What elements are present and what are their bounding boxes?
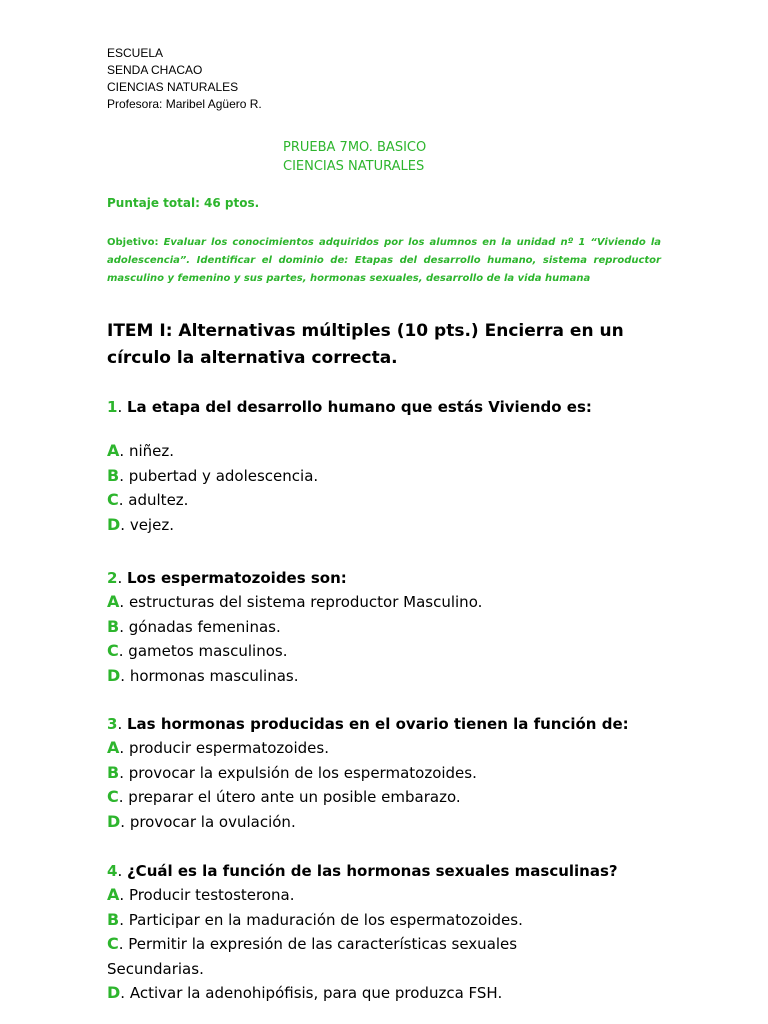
option-letter: B xyxy=(107,762,120,782)
school-name: SENDA CHACAO xyxy=(107,63,203,77)
option-letter: D xyxy=(107,811,121,831)
option-letter: A xyxy=(107,441,120,460)
option-a[interactable]: A. estructuras del sistema reproductor Masculino. xyxy=(107,592,483,611)
option-c[interactable]: C. Permitir la expresión de las características sexuales xyxy=(107,934,518,953)
objective-paragraph xyxy=(107,234,661,288)
option-c[interactable]: C. adultez. xyxy=(107,490,189,509)
question-text: La etapa del desarrollo humano que estás Viviendo es: xyxy=(126,398,592,416)
option-letter: A xyxy=(107,592,120,611)
option-text: Activar la adenohipófisis, para que produzca FSH. xyxy=(129,984,503,1002)
option-letter: B xyxy=(107,909,120,929)
subject-name: CIENCIAS NATURALES xyxy=(107,80,239,94)
option-d[interactable]: D. Activar la adenohipófisis, para que produzca FSH. xyxy=(107,983,503,1002)
option-text: provocar la expulsión de los espermatozoides. xyxy=(128,763,477,782)
option-b[interactable]: B. Participar en la maduración de los espermatozoides. xyxy=(107,909,523,929)
teacher-name: Profesora: Maribel Agüero R. xyxy=(107,97,262,111)
option-letter: C xyxy=(107,934,119,953)
option-letter: B xyxy=(107,465,120,485)
option-text: adultez. xyxy=(128,491,189,509)
question-2 xyxy=(107,566,707,688)
school-label: ESCUELA xyxy=(107,46,164,60)
option-text: Permitir la expresión de las características sexuales xyxy=(128,935,518,953)
option-letter: C xyxy=(107,490,119,509)
option-b[interactable]: B. pubertad y adolescencia. xyxy=(107,465,319,485)
option-text: provocar la ovulación. xyxy=(129,812,296,831)
option-d[interactable]: D. provocar la ovulación. xyxy=(107,811,296,831)
question-stem: 1. La etapa del desarrollo humano que estás Viviendo es: xyxy=(107,398,592,416)
option-letter: B xyxy=(107,616,120,636)
option-d[interactable]: D. vejez. xyxy=(107,514,174,534)
question-number: 1 xyxy=(107,398,118,416)
exam-title-line-2: CIENCIAS NATURALES xyxy=(283,159,425,174)
option-b[interactable]: B. provocar la expulsión de los espermatozoides. xyxy=(107,762,477,782)
question-number: 4 xyxy=(107,862,118,880)
option-text: niñez. xyxy=(128,442,174,460)
option-a[interactable]: A. Producir testosterona. xyxy=(107,885,295,904)
question-4 xyxy=(107,859,707,1006)
option-letter: D xyxy=(107,983,121,1002)
option-text: pubertad y adolescencia. xyxy=(128,466,319,485)
option-letter: A xyxy=(107,738,120,757)
option-c[interactable]: C. gametos masculinos. xyxy=(107,641,288,660)
question-number: 2 xyxy=(107,569,118,587)
option-d[interactable]: D. hormonas masculinas. xyxy=(107,665,299,685)
option-text: gónadas femeninas. xyxy=(128,617,281,636)
option-text: estructuras del sistema reproductor Masculino. xyxy=(128,593,483,611)
option-letter: C xyxy=(107,641,119,660)
objective-label: Objetivo: xyxy=(107,237,159,248)
question-number: 3 xyxy=(107,715,118,733)
option-text: hormonas masculinas. xyxy=(129,666,299,685)
option-text: gametos masculinos. xyxy=(128,642,288,660)
option-text: Participar en la maduración de los espermatozoides. xyxy=(128,910,523,929)
option-letter: C xyxy=(107,787,119,806)
option-text: producir espermatozoides. xyxy=(128,739,329,757)
total-score: Puntaje total: 46 ptos. xyxy=(107,196,260,210)
exam-title xyxy=(283,138,426,176)
option-text: vejez. xyxy=(129,515,174,534)
option-letter: D xyxy=(107,665,121,685)
question-3 xyxy=(107,712,707,834)
question-stem: 3. Las hormonas producidas en el ovario tienen la función de: xyxy=(107,715,629,733)
item-heading: ITEM I: Alternativas múltiples (10 pts.) Encierra en un círculo la alternativa correcta. xyxy=(107,321,624,368)
option-text: preparar el útero ante un posible embarazo. xyxy=(128,788,461,806)
question-text: Las hormonas producidas en el ovario tienen la función de: xyxy=(126,715,629,733)
option-a[interactable]: A. niñez. xyxy=(107,441,174,460)
question-1 xyxy=(107,395,707,537)
question-text: Los espermatozoides son: xyxy=(126,569,347,587)
option-text: Producir testosterona. xyxy=(128,886,295,904)
question-stem: 2. Los espermatozoides son: xyxy=(107,569,347,587)
option-b[interactable]: B. gónadas femeninas. xyxy=(107,616,281,636)
option-c-continuation: Secundarias. xyxy=(107,959,204,978)
question-text: ¿Cuál es la función de las hormonas sexuales masculinas? xyxy=(126,862,618,880)
objective-text: Evaluar los conocimientos adquiridos por los alumnos en la unidad nº 1 “Viviendo la adolescencia”. Identificar el dominio de: Etapas del desarrollo humano, sistema reproductor masculino y femenino y sus partes, hormonas sexuales, desarrollo de la vida humana xyxy=(107,237,661,284)
school-header xyxy=(107,45,262,113)
option-letter: A xyxy=(107,885,120,904)
exam-title-line-1: PRUEBA 7MO. BASICO xyxy=(283,140,427,155)
option-c[interactable]: C. preparar el útero ante un posible embarazo. xyxy=(107,787,461,806)
option-a[interactable]: A. producir espermatozoides. xyxy=(107,738,329,757)
question-stem: 4. ¿Cuál es la función de las hormonas sexuales masculinas? xyxy=(107,862,618,880)
option-letter: D xyxy=(107,514,121,534)
